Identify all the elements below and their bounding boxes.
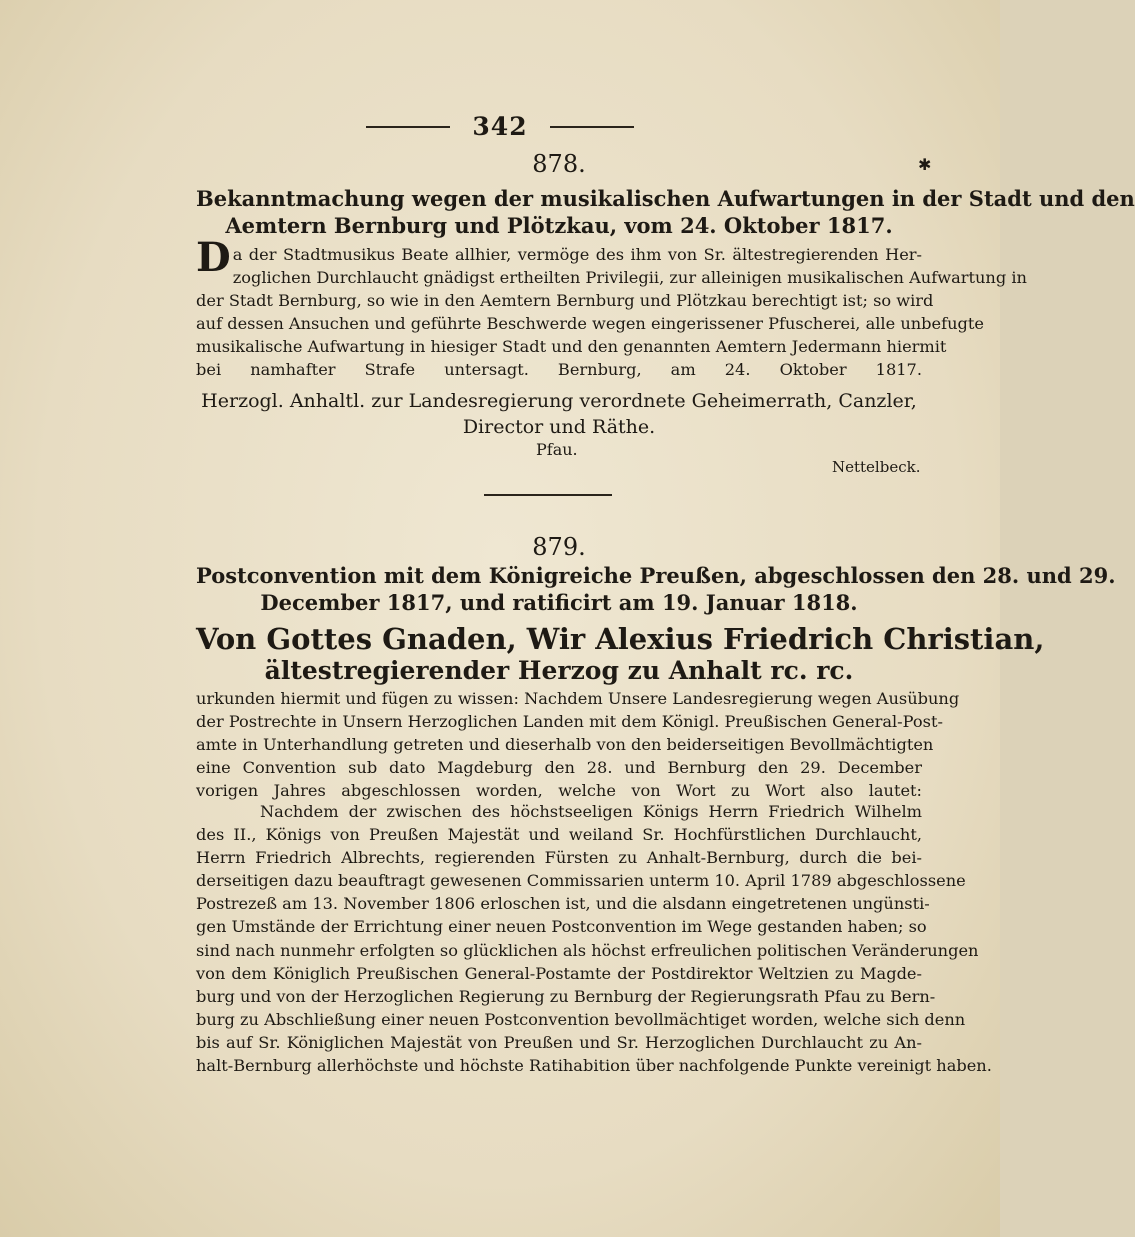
section-879-number: 879.: [532, 533, 586, 561]
body-line: halt-Bernburg allerhöchste und höchste Ratihabition über nachfolgende Punkte vereinigt haben.: [196, 1056, 992, 1076]
body-line: von dem Königlich Preußischen General-Postamte der Postdirektor Weltzien zu Magde-: [196, 963, 922, 983]
section-879-title-line: December 1817, und ratificirt am 19. Januar 1818.: [260, 590, 858, 615]
drop-cap: D: [196, 234, 231, 281]
page-header: [0, 112, 1000, 141]
body-line: amte in Unterhandlung getreten und dieserhalb von den beiderseitigen Bevollmächtigten: [196, 735, 934, 755]
body-line: auf dessen Ansuchen und geführte Beschwerde wegen eingerissener Pfuscherei, alle unbefugte: [196, 314, 984, 334]
decree-intro: [196, 687, 960, 802]
section-878-number: 878.: [532, 150, 586, 178]
convention-paragraph: [196, 800, 992, 1077]
body-line: bis auf Sr. Königlichen Majestät von Preußen und Sr. Herzoglichen Durchlaucht zu An-: [196, 1032, 922, 1052]
section-878-title-line: Aemtern Bernburg und Plötzkau, vom 24. Oktober 1817.: [225, 213, 893, 238]
body-line: der Stadt Bernburg, so wie in den Aemtern Bernburg und Plötzkau berechtigt ist; so wird: [196, 291, 934, 311]
body-line: der Postrechte in Unsern Herzoglichen Landen mit dem Königl. Preußischen General-Post-: [196, 712, 943, 732]
section-878-title: [196, 185, 1135, 239]
star-mark: ✱: [918, 155, 932, 174]
body-line: Postrezeß am 13. November 1806 erloschen ist, und die alsdann eingetretenen ungünsti-: [196, 894, 930, 914]
section-879-title: [196, 562, 1116, 616]
section-878-body: [196, 234, 1027, 382]
header-rule-left: [366, 126, 450, 128]
section-878-title-line: Bekanntmachung wegen der musikalischen Aufwartungen in der Stadt und den: [196, 186, 1135, 211]
body-line: burg zu Abschließung einer neuen Postconvention bevollmächtiget worden, welche sich denn: [196, 1009, 966, 1029]
body-line: musikalische Aufwartung in hiesiger Stadt und den genannten Aemtern Jedermann hiermit: [196, 337, 947, 357]
body-line: burg und von der Herzoglichen Regierung zu Bernburg der Regierungsrath Pfau zu Bern-: [196, 986, 936, 1006]
authority-line: Director und Räthe.: [462, 416, 656, 438]
decree-heading: [196, 622, 1045, 656]
header-rule-right: [550, 126, 634, 128]
decree-subheading: [196, 656, 922, 686]
body-line: des II., Königs von Preußen Majestät und weiland Sr. Hochfürstlichen Durchlaucht,: [196, 825, 922, 845]
body-line: eine Convention sub dato Magdeburg den 28. und Bernburg den 29. December: [196, 758, 922, 778]
page-number: 342: [472, 112, 528, 141]
body-line: bei namhafter Strafe untersagt. Bernburg, am 24. Oktober 1817.: [196, 360, 922, 380]
signer-right: Nettelbeck.: [832, 458, 921, 476]
body-line: urkunden hiermit und fügen zu wissen: Nachdem Unsere Landesregierung wegen Ausübung: [196, 689, 960, 708]
body-line: sind nach nunmehr erfolgten so glücklichen als höchst erfreulichen politischen Veränderungen: [196, 940, 979, 960]
heading-line: Von Gottes Gnaden, Wir Alexius Friedrich Christian,: [196, 622, 1045, 656]
body-line: Nachdem der zwischen des höchstseeligen Königs Herrn Friedrich Wilhelm: [260, 802, 922, 821]
authority-line: Herzogl. Anhaltl. zur Landesregierung verordnete Geheimerrath, Canzler,: [201, 390, 917, 412]
signer-left: Pfau.: [536, 440, 578, 459]
authority-signature: [196, 388, 922, 440]
body-line: gen Umstände der Errichtung einer neuen Postconvention im Wege gestanden haben; so: [196, 917, 927, 937]
body-line: a der Stadtmusikus Beate allhier, vermöge des ihm von Sr. ältestregierenden Her-: [232, 245, 922, 264]
section-separator: [484, 494, 612, 496]
body-line: vorigen Jahres abgeschlossen worden, welche von Wort zu Wort also lautet:: [196, 781, 922, 801]
body-line: Herrn Friedrich Albrechts, regierenden Fürsten zu Anhalt-Bernburg, durch die bei-: [196, 848, 922, 868]
body-line: zoglichen Durchlaucht gnädigst ertheilten Privilegii, zur alleinigen musikalischen Aufwartung in: [232, 268, 1027, 288]
section-879-title-line: Postconvention mit dem Königreiche Preußen, abgeschlossen den 28. und 29.: [196, 563, 1116, 588]
body-line: derseitigen dazu beauftragt gewesenen Commissarien unterm 10. April 1789 abgeschlossene: [196, 871, 966, 891]
subheading-line: ältestregierender Herzog zu Anhalt rc. rc.: [264, 656, 854, 685]
